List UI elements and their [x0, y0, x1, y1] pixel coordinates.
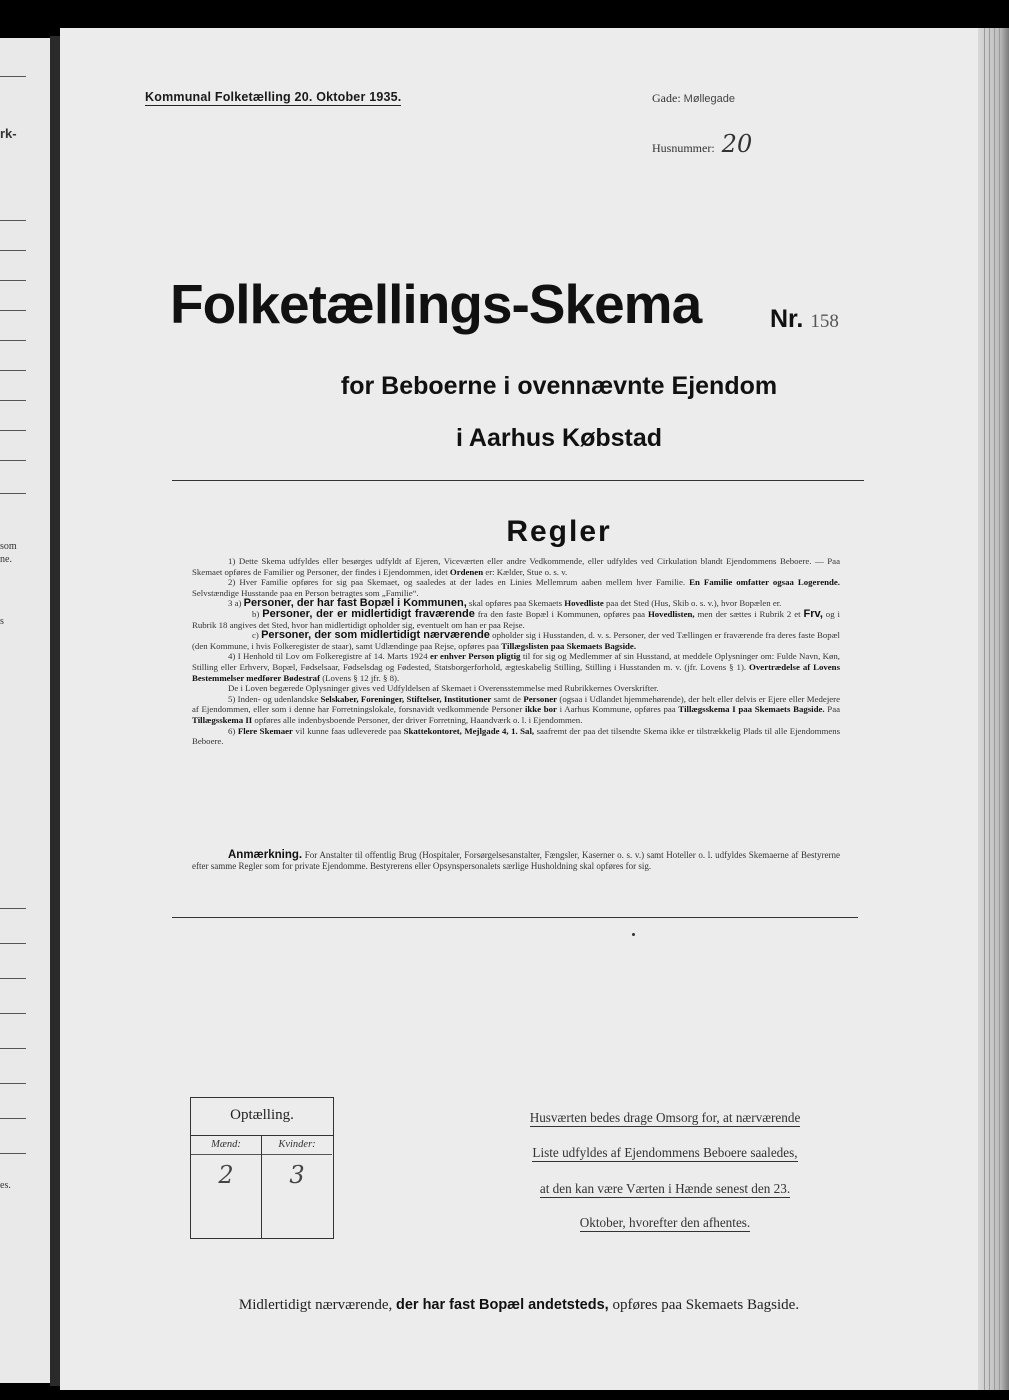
rule-line [0, 340, 26, 341]
left-page-fragment: s [0, 616, 4, 627]
men-column [191, 1136, 262, 1238]
rule-line [0, 1048, 26, 1049]
rule-line [0, 220, 26, 221]
rule-line [0, 1013, 26, 1014]
landlord-note-line: at den kan være Værten i Hænde senest den 23. [539, 1181, 791, 1196]
rule-6: 6) Flere Skemaer vil kunne faas udleverede paa Skattekontoret, Mejlgade 4, 1. Sal, saafremt der paa det tilsendte Skema ikke er tilstrækkelig Plads til alle Ejendommens Beboere. [192, 725, 841, 747]
rule-3b: b) Personer, der er midlertidigt fraværende fra den faste Bopæl i Kommunen, opføres paa Hovedlisten, men der sættes i Rubrik 2 et Frv, og i Rubrik 18 angives det Sted, hvor han midlertidigt opholder sig, eventuelt om han er paa Rejse. [192, 607, 840, 630]
rule-line [0, 76, 26, 77]
divider [172, 917, 858, 918]
women-label: Kvinder: [262, 1136, 332, 1155]
rule-3c: c) Personer, der som midlertidigt nærværende opholder sig i Husstanden, d. v. s. Personer, der ved Tællingen er fraværende fra deres faste Bopæl (den Kommune, i hvis Folkeregister de staar), samt Udlændinge paa Rejse, opføres paa Tillægslisten paa Skemaets Bagside. [192, 629, 840, 651]
left-page-margin [0, 38, 50, 1383]
form-title: Folketællings-Skema [170, 273, 702, 335]
form-subtitle: for Beboerne i ovennævnte Ejendom [340, 372, 778, 400]
rules-heading: Regler [506, 515, 612, 548]
ink-speck [632, 933, 635, 936]
rule-line [0, 978, 26, 979]
left-page-fragment: es. [0, 1180, 11, 1191]
footer-part: opføres paa Skemaets Bagside. [612, 1297, 800, 1313]
page-edge-stack [978, 28, 1009, 1390]
landlord-note-line: Liste udfyldes af Ejendommens Beboere saaledes, [532, 1145, 798, 1160]
rule-line [0, 430, 26, 431]
house-number-field [652, 130, 752, 158]
rule-1: 1) Dette Skema udfyldes eller besørges udfyldt af Ejeren, Viceværten eller andre Vedkommende, eller udfyldes ved Cirkulation blandt Ejendommens Beboere. — Paa Skemaet opføres de Familier og Personer, der findes i Ejendommen, idet Ordenen er: Kælder, Stue o. s. v. [192, 556, 840, 577]
rule-line [0, 460, 26, 461]
rule-line [0, 370, 26, 371]
left-page-fragment: som [0, 541, 17, 552]
form-number-label: Nr. [770, 305, 804, 333]
rule-line [0, 493, 26, 494]
rule-4: 4) I Henhold til Lov om Folkeregistre af 14. Marts 1924 er enhver Person pligtig til for sig og Medlemmer af sin Husstand, at meddele Oplysninger om: Fulde Navn, Køn, Stilling eller Erhverv, Bopæl, Fødselsaar, Fødselsdag og Fødested, Statsborgerforhold, ægteskabelig Stilling, Stilling i Husstanden m. v. (jfr. Lovens § 1). Overtrædelse af Lovens Bestemmelser medfører Bødestraf (Lovens § 12 jfr. § 8). [192, 651, 841, 683]
left-page-fragment: ne. [0, 554, 12, 565]
street-field [652, 91, 735, 106]
rule-5: 5) Inden- og udenlandske Selskaber, Foreninger, Stiftelser, Institutioner samt de Personer (ogsaa i Udlandet hjemmehørende), der helt eller delvis er Ejere eller Medejere af Ejendommen, eller som i denne har Forretningslokale, forsnavidt vedkommende Personer ikke bor i Aarhus Kommune, opføres paa Tillægsskema I paa Skemaets Bagside. Paa Tillægsskema II opføres alle indenbysboende Personer, der driver Forretning, Haandværk o. l. i Ejendommen. [192, 693, 841, 725]
women-count: 3 [289, 1161, 305, 1189]
rule-line [0, 1118, 26, 1119]
left-page-fragment: rk- [0, 126, 17, 141]
rule-2: 2) Hver Familie opføres for sig paa Skemaet, og saaledes at der lades en Linies Mellemrum aaben mellem hver Familie. En Familie omfatter ogsaa Logerende. Selvstændige Husstande paa en Person betragtes som „Familie“. [192, 577, 840, 598]
rule-line [0, 280, 26, 281]
divider [172, 480, 864, 481]
remark-text: For Anstalter til offentlig Brug (Hospitaler, Forsørgelsesanstalter, Fængsler, Kaserner o. s. v.) samt Hoteller o. l. udfyldes Skemaerne af Bestyrerne efter samme Regler som for private Ejendomme. Bestyrerens eller Opsynspersonalets særlige Husholdning skal opføres for sig. [192, 850, 840, 871]
house-number-value: 20 [721, 130, 753, 158]
rule-line [0, 1153, 26, 1154]
rule-line [0, 1083, 26, 1084]
men-count: 2 [218, 1161, 234, 1189]
count-box-title: Optælling. [191, 1098, 333, 1136]
rule-line [0, 250, 26, 251]
footer-line [60, 1297, 978, 1314]
remark-heading: Anmærkning. [228, 849, 303, 861]
footer-bold: der har fast Bopæl andetsteds, [395, 1297, 609, 1313]
street-label: Gade: [652, 91, 681, 105]
landlord-note-line: Oktober, hvorefter den afhentes. [579, 1215, 751, 1230]
remark-paragraph [192, 850, 840, 872]
women-column [262, 1136, 332, 1238]
census-date-line: Kommunal Folketælling 20. Oktober 1935. [145, 90, 402, 104]
form-number [770, 305, 839, 334]
rule-4-note: De i Loven begærede Oplysninger gives ved Udfyldelsen af Skemaet i Overensstemmelse med Rubrikkernes Overskrifter. [228, 683, 659, 694]
form-city: i Aarhus Købstad [455, 424, 663, 452]
street-value: Møllegade [683, 93, 736, 105]
rules-text [192, 556, 840, 747]
form-number-value: 158 [810, 311, 839, 332]
footer-part: Midlertidigt nærværende, [238, 1297, 393, 1313]
count-box [190, 1097, 334, 1239]
landlord-note-line: Husværten bedes drage Omsorg for, at nærværende [529, 1110, 801, 1125]
rule-line [0, 943, 26, 944]
rule-3a: 3 a) Personer, der har fast Bopæl i Kommunen, skal opføres paa Skemaets Hovedliste paa det Sted (Hus, Skib o. s. v.), hvor Bopælen er. [228, 597, 782, 610]
rule-line [0, 908, 26, 909]
rule-line [0, 400, 26, 401]
men-label: Mænd: [191, 1136, 261, 1155]
rule-line [0, 310, 26, 311]
house-number-label: Husnummer: [652, 141, 715, 155]
